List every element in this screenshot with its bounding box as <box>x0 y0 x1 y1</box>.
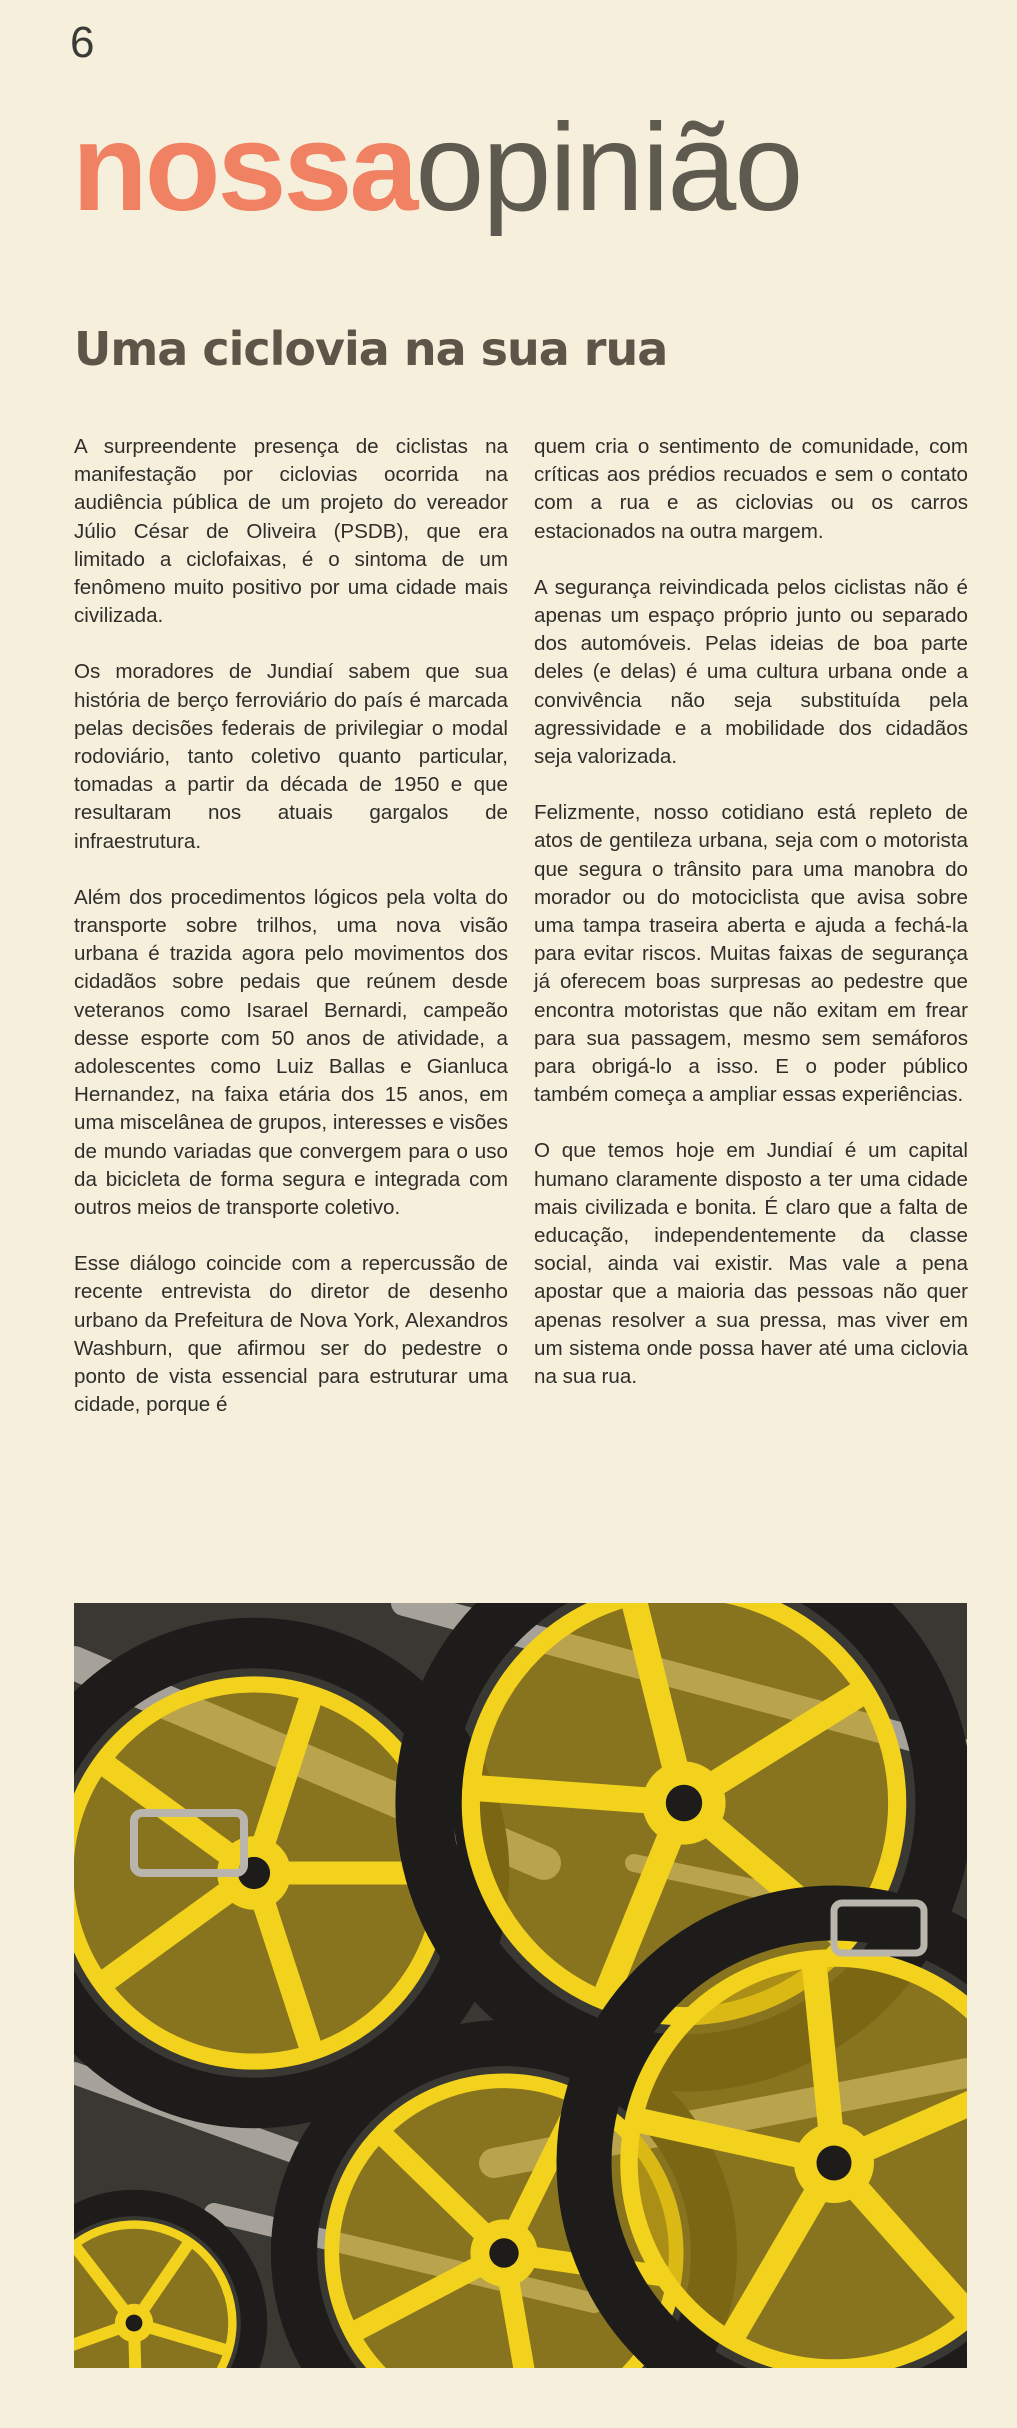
article-paragraph: Felizmente, nosso cotidiano está repleto de atos de gentileza urbana, seja com o motorista que segura o trânsito para uma manobra do morador ou do motociclista que avisa sobre uma tampa traseira aberta e ajuda a fechá-la para evitar riscos. Muitas faixas de segurança já oferecem boas surpresas ao pedestre que encontra motoristas que não exitam em frear para sua passagem, mesmo sem semáforos para obrigá-lo a isso. E o poder público também começa a ampliar essas experiências. <box>534 801 968 1107</box>
wheel-axle <box>126 2315 143 2332</box>
article-column-left <box>74 433 508 1448</box>
section-masthead <box>72 99 802 237</box>
masthead-light-word: opinião <box>415 99 802 237</box>
photo-scene <box>74 1603 967 2368</box>
article-paragraph: Esse diálogo coincide com a repercussão de recente entrevista do diretor de desenho urbano da Prefeitura de Nova York, Alexandros Washburn, que afirmou ser do pedestre o ponto de vista essencial para estruturar uma cidade, porque é <box>74 1252 508 1417</box>
masthead-bold-word: nossa <box>72 99 416 237</box>
page-number: 6 <box>70 18 95 67</box>
wheel-axle <box>817 2146 852 2181</box>
article-paragraph: O que temos hoje em Jundiaí é um capital humano claramente disposto a ter uma cidade mais civilizada e bonita. É claro que a falta de educação, independentemente da classe social, ainda vai existir. Mas vale a pena apostar que a maioria das pessoas não quer apenas resolver a sua pressa, mas viver em um sistema onde possa haver até uma ciclovia na sua rua. <box>534 1139 968 1389</box>
article-column-right <box>534 433 968 1419</box>
wheel-axle <box>666 1785 702 1821</box>
article-paragraph: A surpreendente presença de ciclistas na manifestação por ciclovias ocorrida na audiência pública de um projeto do vereador Júlio César de Oliveira (PSDB), que era limitado a ciclofaixas, é o sintoma de um fenômeno muito positivo por uma cidade mais civilizada. <box>74 435 508 628</box>
bicycles-photo <box>74 1603 967 2368</box>
article-paragraph: Além dos procedimentos lógicos pela volta do transporte sobre trilhos, uma nova visão urbana é trazida agora pelo movimentos dos cidadãos sobre pedais que reúnem desde veteranos como Isarael Bernardi, campeão desse esporte com 50 anos de atividade, a adolescentes como Luiz Ballas e Gianluca Hernandez, na faixa etária dos 15 anos, em uma miscelânea de grupos, interesses e visões de mundo variadas que convergem para o uso da bicicleta de forma segura e integrada com outros meios de transporte coletivo. <box>74 885 508 1220</box>
bicycles-illustration <box>74 1603 967 2368</box>
article-paragraph: quem cria o sentimento de comunidade, com críticas aos prédios recuados e sem o contato com a rua e as ciclovias ou os carros estacionados na outra margem. <box>534 435 968 543</box>
wheel-axle <box>489 2238 518 2267</box>
article-headline: Uma ciclovia na sua rua <box>74 322 668 376</box>
article-paragraph: Os moradores de Jundiaí sabem que sua história de berço ferroviário do país é marcada pelas decisões federais de privilegiar o modal rodoviário, tanto coletivo quanto particular, tomadas a partir da década de 1950 e que resultaram nos atuais gargalos de infraestrutura. <box>74 660 508 853</box>
article-paragraph: A segurança reivindicada pelos ciclistas não é apenas um espaço próprio junto ou separado dos automóveis. Pelas ideias de boa parte deles (e delas) é uma cultura urbana onde a convivência não seja substituída pela agressividade e a mobilidade dos cidadãos seja valorizada. <box>534 575 968 769</box>
